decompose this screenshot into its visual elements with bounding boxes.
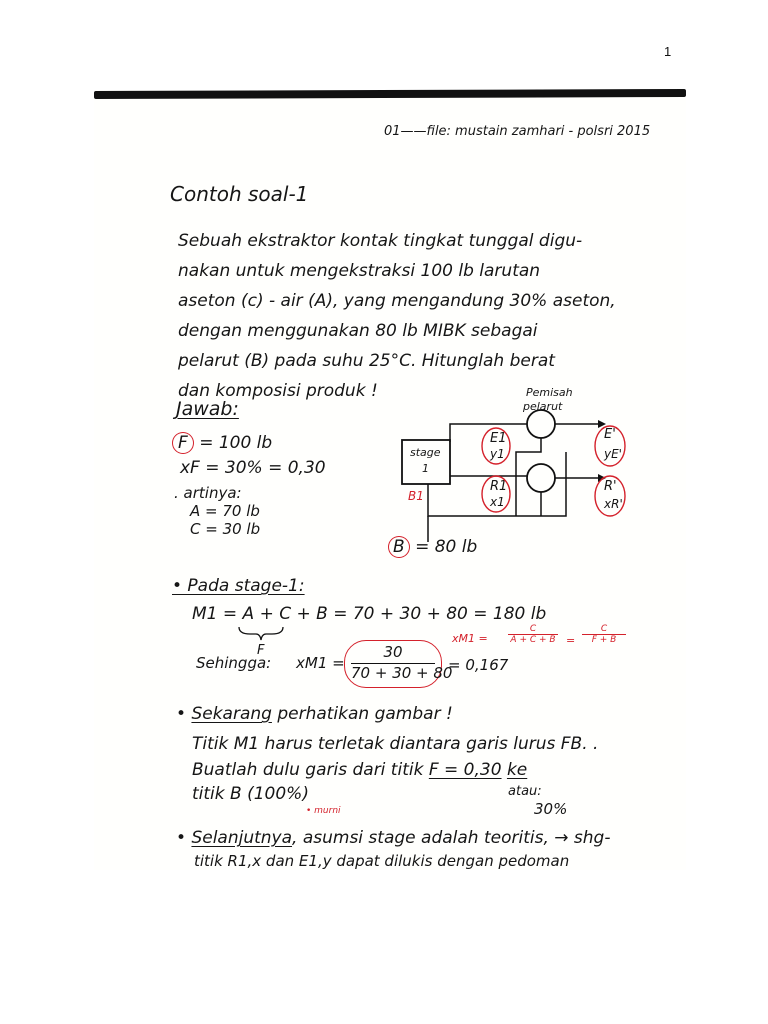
B-value: = 80 lb	[415, 537, 478, 557]
brace-label-F: F	[257, 643, 265, 658]
frac-equals: =	[566, 634, 576, 647]
R1-label: R1	[490, 479, 508, 494]
sekarang-line: • Sekarang perhatikan gambar !	[176, 704, 453, 724]
xm1-fraction-circled	[344, 640, 453, 688]
solvent-separator-top	[527, 410, 555, 438]
ke-word: ke	[506, 760, 528, 780]
selanjutnya-word: Selanjutnya	[191, 828, 293, 848]
frac1-num: C	[529, 624, 537, 634]
stage-number: 1	[422, 462, 429, 475]
yE-prime-label: yE'	[604, 447, 622, 461]
murni-note: • murni	[306, 806, 341, 816]
problem-line: dan komposisi produk !	[178, 381, 378, 401]
fraction-c-over-fb	[582, 624, 626, 645]
given-A: A = 70 lb	[190, 502, 260, 520]
titik-r1-line: titik R1,x dan E1,y dapat dilukis dengan pedoman	[194, 852, 570, 870]
file-credit-note: 01——file: mustain zamhari - polsri 2015	[384, 124, 651, 139]
xm1-definition-label: xM1 =	[452, 632, 488, 645]
fraction-c-over-acb	[508, 624, 558, 645]
xR-prime-label: xR'	[604, 497, 623, 511]
problem-title: Contoh soal-1	[170, 182, 309, 206]
atau-note: atau:	[508, 784, 542, 799]
problem-statement	[178, 226, 616, 406]
problem-line: Sebuah ekstraktor kontak tingkat tunggal digu-	[178, 231, 583, 251]
given-B	[388, 536, 477, 558]
separator-label-top: Pemisah	[526, 386, 573, 399]
problem-line: aseton (c) - air (A), yang mengandung 30% aseton,	[178, 291, 616, 311]
given-F	[172, 432, 272, 454]
page-number: 1	[664, 44, 672, 59]
frac2-den: F + B	[582, 634, 626, 645]
thirty-percent-note: 30%	[534, 800, 568, 818]
problem-line: dengan menggunakan 80 lb MIBK sebagai	[178, 321, 538, 341]
xm1-denominator: 70 + 30 + 80	[351, 664, 453, 682]
selanjutnya-rest: , asumsi stage adalah teoritis, → shg-	[292, 828, 611, 848]
answer-heading: Jawab:	[176, 398, 239, 420]
buatlah-line	[192, 760, 527, 780]
stage-label: stage	[410, 446, 441, 459]
xm1-symbol: xM1 =	[296, 654, 345, 672]
B1-label: B1	[408, 489, 424, 503]
given-artinya: . artinya:	[174, 484, 242, 502]
frac2-num: C	[600, 624, 608, 634]
extraction-diagram	[330, 380, 660, 560]
m1-equation: M1 = A + C + B = 70 + 30 + 80 = 180 lb	[192, 604, 547, 624]
bullet-pada-stage: • Pada stage-1:	[172, 576, 305, 596]
y1-label: y1	[490, 447, 505, 461]
separator-label-bottom: pelarut	[523, 400, 563, 413]
sekarang-word: Sekarang	[191, 704, 272, 724]
E1-label: E1	[490, 431, 507, 446]
xm1-result: = 0,167	[448, 656, 509, 674]
problem-line: pelarut (B) pada suhu 25°C. Hitunglah berat	[178, 351, 555, 371]
F-circled-symbol: F	[172, 432, 194, 454]
solvent-separator-bottom	[527, 464, 555, 492]
given-C: C = 30 lb	[190, 520, 261, 538]
selanjutnya-line: • Selanjutnya, asumsi stage adalah teoritis, → shg-	[176, 828, 611, 848]
F-value: = 100 lb	[199, 433, 273, 453]
xm1-numerator: 30	[383, 643, 403, 661]
R-prime-label: R'	[604, 479, 617, 494]
given-xF: xF = 30% = 0,30	[180, 458, 326, 478]
f-value-ref: F = 0,30	[428, 760, 502, 780]
x1-label: x1	[490, 495, 505, 509]
sekarang-rest: perhatikan gambar !	[277, 704, 453, 724]
E-prime-label: E'	[604, 427, 616, 442]
buatlah-text: Buatlah dulu garis dari titik	[192, 760, 424, 780]
titik-b-line: titik B (100%)	[192, 784, 309, 804]
titik-m1-line: Titik M1 harus terletak diantara garis lurus FB. .	[192, 734, 599, 754]
B-circled-symbol: B	[388, 536, 410, 558]
problem-line: nakan untuk mengekstraksi 100 lb larutan	[178, 261, 541, 281]
frac1-den: A + C + B	[508, 634, 558, 645]
sehingga-label: Sehingga:	[196, 654, 272, 672]
